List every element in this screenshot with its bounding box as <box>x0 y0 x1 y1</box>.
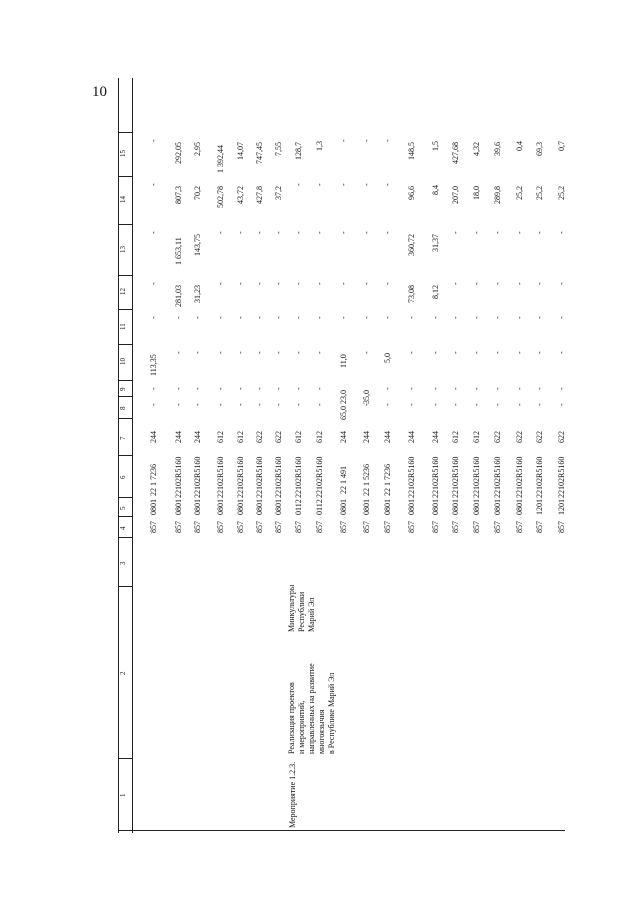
table-cell: 0801 <box>493 499 502 516</box>
column-divider <box>118 380 133 381</box>
table-cell: 0801 <box>362 499 371 516</box>
table-cell: 857 <box>535 521 544 534</box>
table-cell: 0801 <box>431 499 440 516</box>
table-cell: 22102R5160 <box>236 456 245 498</box>
table-cell: - <box>493 351 502 355</box>
table-cell: 1201 <box>535 499 544 516</box>
table-cell: - <box>149 183 158 187</box>
table-cell: - <box>535 231 544 235</box>
table-cell: 22102R5160 <box>515 456 524 498</box>
column-divider <box>118 537 133 538</box>
table-cell: 22102R5160 <box>535 456 544 498</box>
table-cell: 857 <box>315 521 324 534</box>
table-cell: 14,07 <box>236 142 245 160</box>
table-cell: - <box>216 403 225 407</box>
table-cell: 2,95 <box>193 141 202 156</box>
table-cell: - <box>451 351 460 355</box>
table-cell: - <box>149 282 158 286</box>
measure-label: Мероприятие 1.2.3. <box>288 761 297 828</box>
table-cell: 747,45 <box>255 142 264 165</box>
table-cell: 18,0 <box>472 185 481 200</box>
column-divider <box>118 344 133 345</box>
table-cell: - <box>174 387 183 391</box>
table-cell: - <box>362 282 371 286</box>
column-divider <box>118 176 133 177</box>
table-cell: 857 <box>472 521 481 534</box>
table-cell: 22102R5160 <box>472 456 481 498</box>
table-cell: - <box>315 231 324 235</box>
table-cell: - <box>294 351 303 355</box>
table-cell: - <box>535 316 544 320</box>
column-divider <box>118 396 133 397</box>
table-cell: - <box>451 403 460 407</box>
table-cell: - <box>407 316 416 320</box>
table-cell: - <box>294 231 303 235</box>
table-cell: - <box>315 387 324 391</box>
table-cell: 857 <box>515 521 524 534</box>
table-cell: 0801 <box>174 499 183 516</box>
table-cell: - <box>255 316 264 320</box>
table-cell: 1,5 <box>431 141 440 152</box>
table-cell: - <box>472 387 481 391</box>
table-cell: 857 <box>493 521 502 534</box>
table-cell: 1201 <box>557 499 566 516</box>
table-cell: 35,0 <box>362 389 371 404</box>
table-cell: - <box>315 316 324 320</box>
measure-description: Реализация проектов <box>287 682 296 754</box>
table-cell: - <box>315 282 324 286</box>
table-cell: - <box>274 316 283 320</box>
table-cell: 70,2 <box>193 185 202 200</box>
table-cell: 244 <box>407 431 416 444</box>
column-divider <box>118 830 133 831</box>
ministry-name: Республики <box>297 591 306 632</box>
table-cell: 244 <box>193 431 202 444</box>
table-cell: 857 <box>431 521 440 534</box>
table-cell: - <box>255 351 264 355</box>
ministry-name: Марий Эл <box>307 597 316 632</box>
table-cell: 148,5 <box>407 142 416 160</box>
column-number: 3 <box>119 561 127 565</box>
table-cell: - <box>557 316 566 320</box>
column-divider <box>118 455 133 456</box>
measure-description: в Республике Марий Эл <box>327 672 336 754</box>
table-cell: 22102R5160 <box>174 456 183 498</box>
table-cell: - <box>383 282 392 286</box>
table-cell: 0,7 <box>557 141 566 152</box>
table-cell: - <box>274 387 283 391</box>
table-cell: - <box>149 403 158 407</box>
table-cell: - <box>236 231 245 235</box>
table-cell: 857 <box>557 521 566 534</box>
table-cell: 0801 <box>383 499 392 516</box>
table-cell: - <box>383 387 392 391</box>
table-cell: 65,0 <box>339 405 348 420</box>
table-cell: - <box>216 231 225 235</box>
table-cell: - <box>535 282 544 286</box>
table-cell: - <box>236 403 245 407</box>
table-cell: - <box>493 316 502 320</box>
table-cell: 22 1 7236 <box>383 463 392 496</box>
column-number: 13 <box>119 245 127 253</box>
table-cell: 622 <box>557 431 566 444</box>
table-cell: - <box>274 351 283 355</box>
table-cell: - <box>255 403 264 407</box>
table-cell: 128,7 <box>294 142 303 160</box>
table-cell: - <box>294 403 303 407</box>
table-cell: 0801 <box>274 499 283 516</box>
table-cell: - <box>383 231 392 235</box>
column-number: 10 <box>119 358 127 365</box>
column-number: 6 <box>119 475 127 479</box>
table-cell: 622 <box>515 431 524 444</box>
table-cell: - <box>557 231 566 235</box>
table-cell: - <box>493 403 502 407</box>
table-cell: - <box>339 139 348 143</box>
table-cell: - <box>362 139 371 143</box>
table-cell: - <box>362 183 371 187</box>
table-cell: 857 <box>339 521 348 534</box>
table-cell: 0801 <box>255 499 264 516</box>
table-cell: - <box>362 316 371 320</box>
table-cell: 22102R5160 <box>255 456 264 498</box>
table-cell: - <box>149 231 158 235</box>
table-cell: 612 <box>294 431 303 444</box>
table-cell: - <box>274 231 283 235</box>
table-cell: 22102R5160 <box>451 456 460 498</box>
column-number: 1 <box>119 793 127 797</box>
table-cell: 22102R5160 <box>407 456 416 498</box>
table-cell: 857 <box>255 521 264 534</box>
table-cell: 0801 <box>339 499 348 516</box>
table-cell: - <box>431 403 440 407</box>
table-cell: - <box>236 387 245 391</box>
table-cell: 612 <box>315 431 324 444</box>
table-cell: - <box>216 282 225 286</box>
table-cell: - <box>216 316 225 320</box>
table-cell: - <box>493 387 502 391</box>
table-cell: 22 1 5236 <box>362 463 371 496</box>
table-cell: 22102R5160 <box>216 456 225 498</box>
column-divider <box>118 497 133 498</box>
table-cell: 7,55 <box>274 141 283 156</box>
table-cell: 857 <box>236 521 245 534</box>
table-cell: - <box>472 316 481 320</box>
table-cell: 113,35 <box>149 354 158 377</box>
table-cell: 31,23 <box>193 285 202 303</box>
table-cell: 622 <box>274 431 283 444</box>
table-cell: - <box>149 387 158 391</box>
table-cell: - <box>515 231 524 235</box>
table-cell: 25,2 <box>557 185 566 200</box>
table-cell: 857 <box>149 521 158 534</box>
table-cell: 31,37 <box>431 234 440 252</box>
table-cell: 0112 <box>294 499 303 516</box>
ministry-name: Минкультуры <box>287 584 296 632</box>
table-cell: 857 <box>407 521 416 534</box>
table-cell: 96,6 <box>407 185 416 200</box>
table-cell: 1,3 <box>315 141 324 152</box>
table-cell: 22102R5160 <box>315 456 324 498</box>
table-cell: 857 <box>383 521 392 534</box>
table-cell: 22102R5160 <box>557 456 566 498</box>
table-cell: 857 <box>216 521 225 534</box>
table-cell: - <box>557 351 566 355</box>
table-cell: 244 <box>149 431 158 444</box>
column-number: 15 <box>119 150 127 157</box>
table-cell: 292,05 <box>174 142 183 165</box>
column-number: 11 <box>119 322 127 330</box>
table-cell: 0801 <box>193 499 202 516</box>
table-cell: 502,78 <box>216 186 225 209</box>
table-cell: 1 392,44 <box>216 145 225 174</box>
table-cell: 612 <box>236 431 245 444</box>
table-cell: - <box>383 139 392 143</box>
table-cell: 8,4 <box>431 185 440 196</box>
measure-description: многоязычия <box>317 709 326 754</box>
table-cell: 207,0 <box>451 186 460 204</box>
table-cell: - <box>451 316 460 320</box>
table-cell: - <box>451 282 460 286</box>
table-cell: 612 <box>451 431 460 444</box>
table-cell: 0801 <box>216 499 225 516</box>
column-number: 14 <box>119 196 127 203</box>
table-cell: - <box>472 351 481 355</box>
table-cell: - <box>255 231 264 235</box>
table-cell: 857 <box>274 521 283 534</box>
table-cell: - <box>472 282 481 286</box>
table-cell: 622 <box>493 431 502 444</box>
table-cell: - <box>472 231 481 235</box>
table-cell: - <box>362 351 371 355</box>
table-cell: 622 <box>535 431 544 444</box>
table-cell: - <box>193 387 202 391</box>
table-cell: 5,0 <box>383 353 392 364</box>
column-divider <box>118 309 133 310</box>
column-divider <box>118 418 133 419</box>
table-cell: - <box>557 403 566 407</box>
table-cell: 22102R5160 <box>431 456 440 498</box>
column-number: 7 <box>119 436 127 440</box>
table-cell: 0,4 <box>515 141 524 152</box>
table-cell: - <box>294 282 303 286</box>
table-cell: - <box>236 351 245 355</box>
table-cell: - <box>315 403 324 407</box>
table-cell: - <box>174 351 183 355</box>
table-cell: 244 <box>174 431 183 444</box>
table-cell: - <box>493 282 502 286</box>
table-cell: 622 <box>255 431 264 444</box>
table-cell: 25,2 <box>515 185 524 200</box>
table-cell: - <box>216 351 225 355</box>
table-cell: - <box>339 282 348 286</box>
table-cell: - <box>362 231 371 235</box>
column-divider <box>118 275 133 276</box>
table-cell: - <box>236 282 245 286</box>
table-cell: - <box>557 282 566 286</box>
table-cell: 857 <box>294 521 303 534</box>
table-cell: 11,0 <box>339 353 348 368</box>
table-cell: - <box>431 316 440 320</box>
table-cell: - <box>315 183 324 187</box>
table-cell: 1 653,11 <box>174 237 183 266</box>
table-cell: - <box>535 387 544 391</box>
table-cell: 22102R5160 <box>274 456 283 498</box>
column-divider <box>118 224 133 225</box>
column-divider <box>118 132 133 133</box>
table-cell: 244 <box>339 431 348 444</box>
table-cell: - <box>451 231 460 235</box>
table-cell: 427,8 <box>255 186 264 204</box>
column-number: 2 <box>119 671 127 675</box>
table-cell: 43,72 <box>236 186 245 204</box>
table-cell: - <box>149 316 158 320</box>
column-divider <box>118 586 133 587</box>
table-cell: - <box>451 387 460 391</box>
table-cell: 427,68 <box>451 142 460 165</box>
table-cell: - <box>515 282 524 286</box>
table-cell: - <box>535 351 544 355</box>
table-cell: - <box>255 387 264 391</box>
table-cell: - <box>515 387 524 391</box>
table-cell: - <box>294 183 303 187</box>
table-cell: 143,75 <box>193 234 202 257</box>
table-cell: 22102R5160 <box>294 456 303 498</box>
table-cell: - <box>472 403 481 407</box>
table-cell: - <box>339 231 348 235</box>
table-cell: 244 <box>362 431 371 444</box>
column-number: 12 <box>119 288 127 295</box>
table-cell: - <box>274 282 283 286</box>
table-cell: 281,03 <box>174 285 183 308</box>
table-cell: - <box>515 316 524 320</box>
table-cell: 22 1 7236 <box>149 463 158 496</box>
table-cell: - <box>294 387 303 391</box>
table-cell: - <box>383 316 392 320</box>
table-cell: - <box>294 316 303 320</box>
table-border-line <box>132 830 565 831</box>
table-cell: 244 <box>383 431 392 444</box>
table-cell: 0801 <box>149 499 158 516</box>
table-cell: - <box>383 183 392 187</box>
table-cell: 22102R5160 <box>493 456 502 498</box>
table-cell: 0112 <box>315 499 324 516</box>
page-number: 10 <box>92 84 107 100</box>
table-cell: 8,12 <box>431 284 440 299</box>
table-cell: - <box>339 183 348 187</box>
table-cell: - <box>515 403 524 407</box>
table-cell: - <box>149 139 158 143</box>
table-cell: - <box>174 403 183 407</box>
table-cell: 612 <box>472 431 481 444</box>
table-cell: - <box>557 387 566 391</box>
table-cell: - <box>431 351 440 355</box>
table-cell: - <box>493 231 502 235</box>
table-cell: - <box>193 403 202 407</box>
table-cell: 73,08 <box>407 285 416 303</box>
table-cell: 360,72 <box>407 234 416 257</box>
table-cell: 22 1 491 <box>339 465 348 494</box>
table-cell: 857 <box>174 521 183 534</box>
table-cell: - <box>315 351 324 355</box>
table-cell: 37,2 <box>274 185 283 200</box>
table-cell: - <box>339 316 348 320</box>
table-cell: - <box>535 403 544 407</box>
table-cell: 23,0 <box>339 389 348 404</box>
table-cell: 244 <box>431 431 440 444</box>
table-cell: - <box>431 387 440 391</box>
table-cell: - <box>193 316 202 320</box>
table-cell: - <box>407 403 416 407</box>
column-number: 4 <box>119 526 127 530</box>
column-number: 5 <box>119 506 127 510</box>
table-cell: 39,6 <box>493 141 502 156</box>
table-cell: 612 <box>216 431 225 444</box>
table-cell: 4,32 <box>472 141 481 156</box>
table-cell: 857 <box>451 521 460 534</box>
table-cell: 0801 <box>236 499 245 516</box>
table-cell: - <box>274 403 283 407</box>
column-number: 9 <box>119 387 127 391</box>
table-cell: - <box>515 351 524 355</box>
table-cell: - <box>255 282 264 286</box>
table-cell: 22102R5160 <box>193 456 202 498</box>
measure-description: и мероприятий, <box>297 700 306 754</box>
table-cell: - <box>383 403 392 407</box>
table-cell: 0801 <box>451 499 460 516</box>
table-cell: - <box>407 351 416 355</box>
table-cell: 0801 <box>472 499 481 516</box>
table-cell: - <box>236 316 245 320</box>
table-cell: 857 <box>362 521 371 534</box>
table-cell: 0801 <box>407 499 416 516</box>
table-cell: 857 <box>193 521 202 534</box>
column-divider <box>118 516 133 517</box>
measure-description: направленных на развитие <box>307 663 316 754</box>
column-number: 8 <box>119 406 127 410</box>
table-cell: 289,8 <box>493 186 502 204</box>
table-cell: 807,3 <box>174 186 183 204</box>
table-cell: - <box>362 403 371 407</box>
table-cell: - <box>216 387 225 391</box>
column-divider <box>118 758 133 759</box>
table-cell: 0801 <box>515 499 524 516</box>
table-cell: 25,2 <box>535 185 544 200</box>
table-cell: - <box>174 316 183 320</box>
table-cell: 69,3 <box>535 141 544 156</box>
table-cell: - <box>407 387 416 391</box>
table-cell: - <box>193 351 202 355</box>
